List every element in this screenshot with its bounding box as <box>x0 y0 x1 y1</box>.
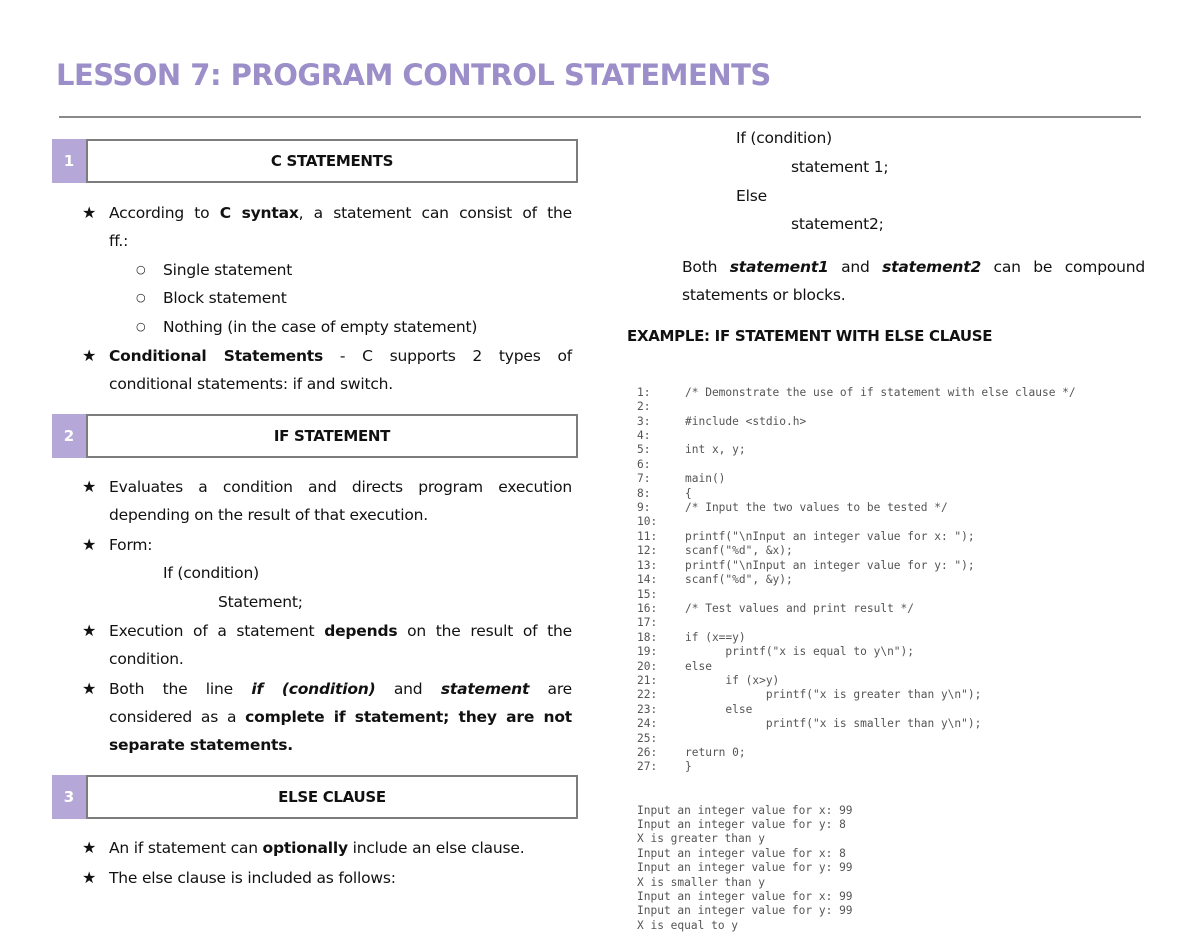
line-number: 5: <box>637 443 651 457</box>
code-line <box>637 386 1192 400</box>
code-text: } <box>685 760 692 774</box>
star-bullet-icon: ★ <box>82 679 97 698</box>
code-text: printf("\nInput an integer value for x: "); <box>685 529 975 543</box>
code-line <box>637 415 1192 429</box>
line-number: 13: <box>637 558 658 572</box>
paragraph-text: Both statement1 and statement2 can be compound <box>682 258 1146 276</box>
line-number: 25: <box>637 731 658 745</box>
section-number: 2 <box>52 414 86 458</box>
line-number: 20: <box>637 659 658 673</box>
bullet-text-cont: separate statements. <box>109 736 293 754</box>
bullet-text: Form: <box>109 536 153 554</box>
line-number: 18: <box>637 630 658 644</box>
code-text: if (x>y) <box>685 673 780 687</box>
sub-bullet-text: Single statement <box>163 261 293 279</box>
code-line <box>637 645 1192 659</box>
sub-bullet-text: Block statement <box>163 289 287 307</box>
code-text: scanf("%d", &y); <box>685 573 793 587</box>
circle-bullet-icon: ○ <box>136 291 146 304</box>
bullet-text: Execution of a statement depends on the result of the <box>109 622 572 640</box>
bullet-text: Evaluates a condition and directs program execution <box>109 478 572 496</box>
line-number: 27: <box>637 760 658 774</box>
line-number: 10: <box>637 515 658 529</box>
bullet-text-cont: depending on the result of that execution. <box>109 506 429 524</box>
form-line: If (condition) <box>163 564 259 582</box>
section-header-c-statements <box>52 139 578 183</box>
form-line: Else <box>736 187 767 205</box>
code-line <box>637 616 1192 630</box>
form-line: statement 1; <box>791 158 889 176</box>
code-text: printf("\nInput an integer value for y: "); <box>685 558 975 572</box>
code-line <box>637 732 1192 746</box>
code-text: return 0; <box>685 745 746 759</box>
form-line: Statement; <box>218 593 303 611</box>
code-line <box>637 746 1192 760</box>
star-bullet-icon: ★ <box>82 535 97 554</box>
line-number: 17: <box>637 616 658 630</box>
line-number: 9: <box>637 501 651 515</box>
section-number: 3 <box>52 775 86 819</box>
output-line: Input an integer value for x: 99 <box>637 803 853 817</box>
page-title: LESSON 7: PROGRAM CONTROL STATEMENTS <box>56 58 771 92</box>
code-line <box>637 674 1192 688</box>
form-line: If (condition) <box>736 129 832 147</box>
line-number: 23: <box>637 702 658 716</box>
code-text: else <box>685 702 753 716</box>
code-text: /* Test values and print result */ <box>685 601 915 615</box>
code-text: else <box>685 659 712 673</box>
code-line <box>637 458 1192 472</box>
code-line <box>637 530 1192 544</box>
bullet-text: The else clause is included as follows: <box>109 869 396 887</box>
form-line: statement2; <box>791 215 884 233</box>
code-line <box>637 443 1192 457</box>
star-bullet-icon: ★ <box>82 868 97 887</box>
section-header-if-statement <box>52 414 578 458</box>
output-line: X is smaller than y <box>637 875 765 889</box>
code-text: /* Demonstrate the use of if statement with else clause */ <box>685 385 1076 399</box>
code-line <box>637 501 1192 515</box>
code-line <box>637 717 1192 731</box>
line-number: 24: <box>637 717 658 731</box>
code-text: printf("x is smaller than y\n"); <box>685 717 982 731</box>
line-number: 22: <box>637 688 658 702</box>
code-line <box>637 559 1192 573</box>
output-line: Input an integer value for y: 99 <box>637 861 853 875</box>
output-line: Input an integer value for y: 99 <box>637 904 853 918</box>
bullet-text-cont: conditional statements: if and switch. <box>109 375 394 393</box>
code-text: /* Input the two values to be tested */ <box>685 501 948 515</box>
star-bullet-icon: ★ <box>82 477 97 496</box>
line-number: 8: <box>637 486 651 500</box>
output-line: X is greater than y <box>637 832 765 846</box>
line-number: 7: <box>637 472 651 486</box>
code-line <box>637 602 1192 616</box>
code-line <box>637 515 1192 529</box>
section-header-else-clause <box>52 775 578 819</box>
output-line: Input an integer value for y: 8 <box>637 818 846 831</box>
code-line <box>637 703 1192 717</box>
line-number: 12: <box>637 544 658 558</box>
example-heading: EXAMPLE: IF STATEMENT WITH ELSE CLAUSE <box>627 327 993 345</box>
line-number: 6: <box>637 457 651 471</box>
code-line <box>637 487 1192 501</box>
code-line <box>637 472 1192 486</box>
code-text: printf("x is equal to y\n"); <box>685 645 915 659</box>
output-line: X is equal to y <box>637 918 739 932</box>
title-divider <box>59 116 1141 118</box>
line-number: 2: <box>637 400 651 414</box>
line-number: 3: <box>637 414 651 428</box>
section-title: C STATEMENTS <box>86 139 578 183</box>
line-number: 21: <box>637 673 658 687</box>
paragraph-text-cont: statements or blocks. <box>682 286 846 304</box>
bullet-text: Both the line if (condition) and statement are <box>109 680 572 698</box>
star-bullet-icon: ★ <box>82 203 97 222</box>
code-text: int x, y; <box>685 443 746 457</box>
code-line <box>637 631 1192 645</box>
bullet-text: Conditional Statements - C supports 2 types of <box>109 347 572 365</box>
code-text: { <box>685 486 692 500</box>
bullet-text-cont: condition. <box>109 650 184 668</box>
sub-bullet-text: Nothing (in the case of empty statement) <box>163 318 478 336</box>
line-number: 4: <box>637 429 651 443</box>
code-text: scanf("%d", &x); <box>685 544 793 558</box>
code-text: #include <stdio.h> <box>685 414 807 428</box>
bullet-text: An if statement can optionally include an else clause. <box>109 839 525 857</box>
output-line: Input an integer value for x: 8 <box>637 846 846 860</box>
code-line <box>637 660 1192 674</box>
line-number: 15: <box>637 587 658 601</box>
line-number: 16: <box>637 601 658 615</box>
line-number: 1: <box>637 385 651 399</box>
code-line <box>637 760 1192 774</box>
code-line <box>637 429 1192 443</box>
circle-bullet-icon: ○ <box>136 320 146 333</box>
line-number: 19: <box>637 645 658 659</box>
star-bullet-icon: ★ <box>82 346 97 365</box>
output-line: Input an integer value for x: 99 <box>637 890 853 904</box>
code-text: main() <box>685 472 726 486</box>
code-line <box>637 588 1192 602</box>
star-bullet-icon: ★ <box>82 621 97 640</box>
bullet-text-cont: ff.: <box>109 232 129 250</box>
code-listing <box>637 357 1192 932</box>
code-line <box>637 544 1192 558</box>
code-line <box>637 688 1192 702</box>
bullet-text: According to C syntax, a statement can consist of the <box>109 204 572 222</box>
code-text: if (x==y) <box>685 630 746 644</box>
star-bullet-icon: ★ <box>82 838 97 857</box>
line-number: 26: <box>637 745 658 759</box>
section-title: ELSE CLAUSE <box>86 775 578 819</box>
code-line <box>637 573 1192 587</box>
line-number: 11: <box>637 529 658 543</box>
code-line <box>637 400 1192 414</box>
circle-bullet-icon: ○ <box>136 263 146 276</box>
section-number: 1 <box>52 139 86 183</box>
code-text: printf("x is greater than y\n"); <box>685 688 982 702</box>
section-title: IF STATEMENT <box>86 414 578 458</box>
bullet-text-cont: considered as a complete if statement; they are not <box>109 708 572 726</box>
line-number: 14: <box>637 573 658 587</box>
